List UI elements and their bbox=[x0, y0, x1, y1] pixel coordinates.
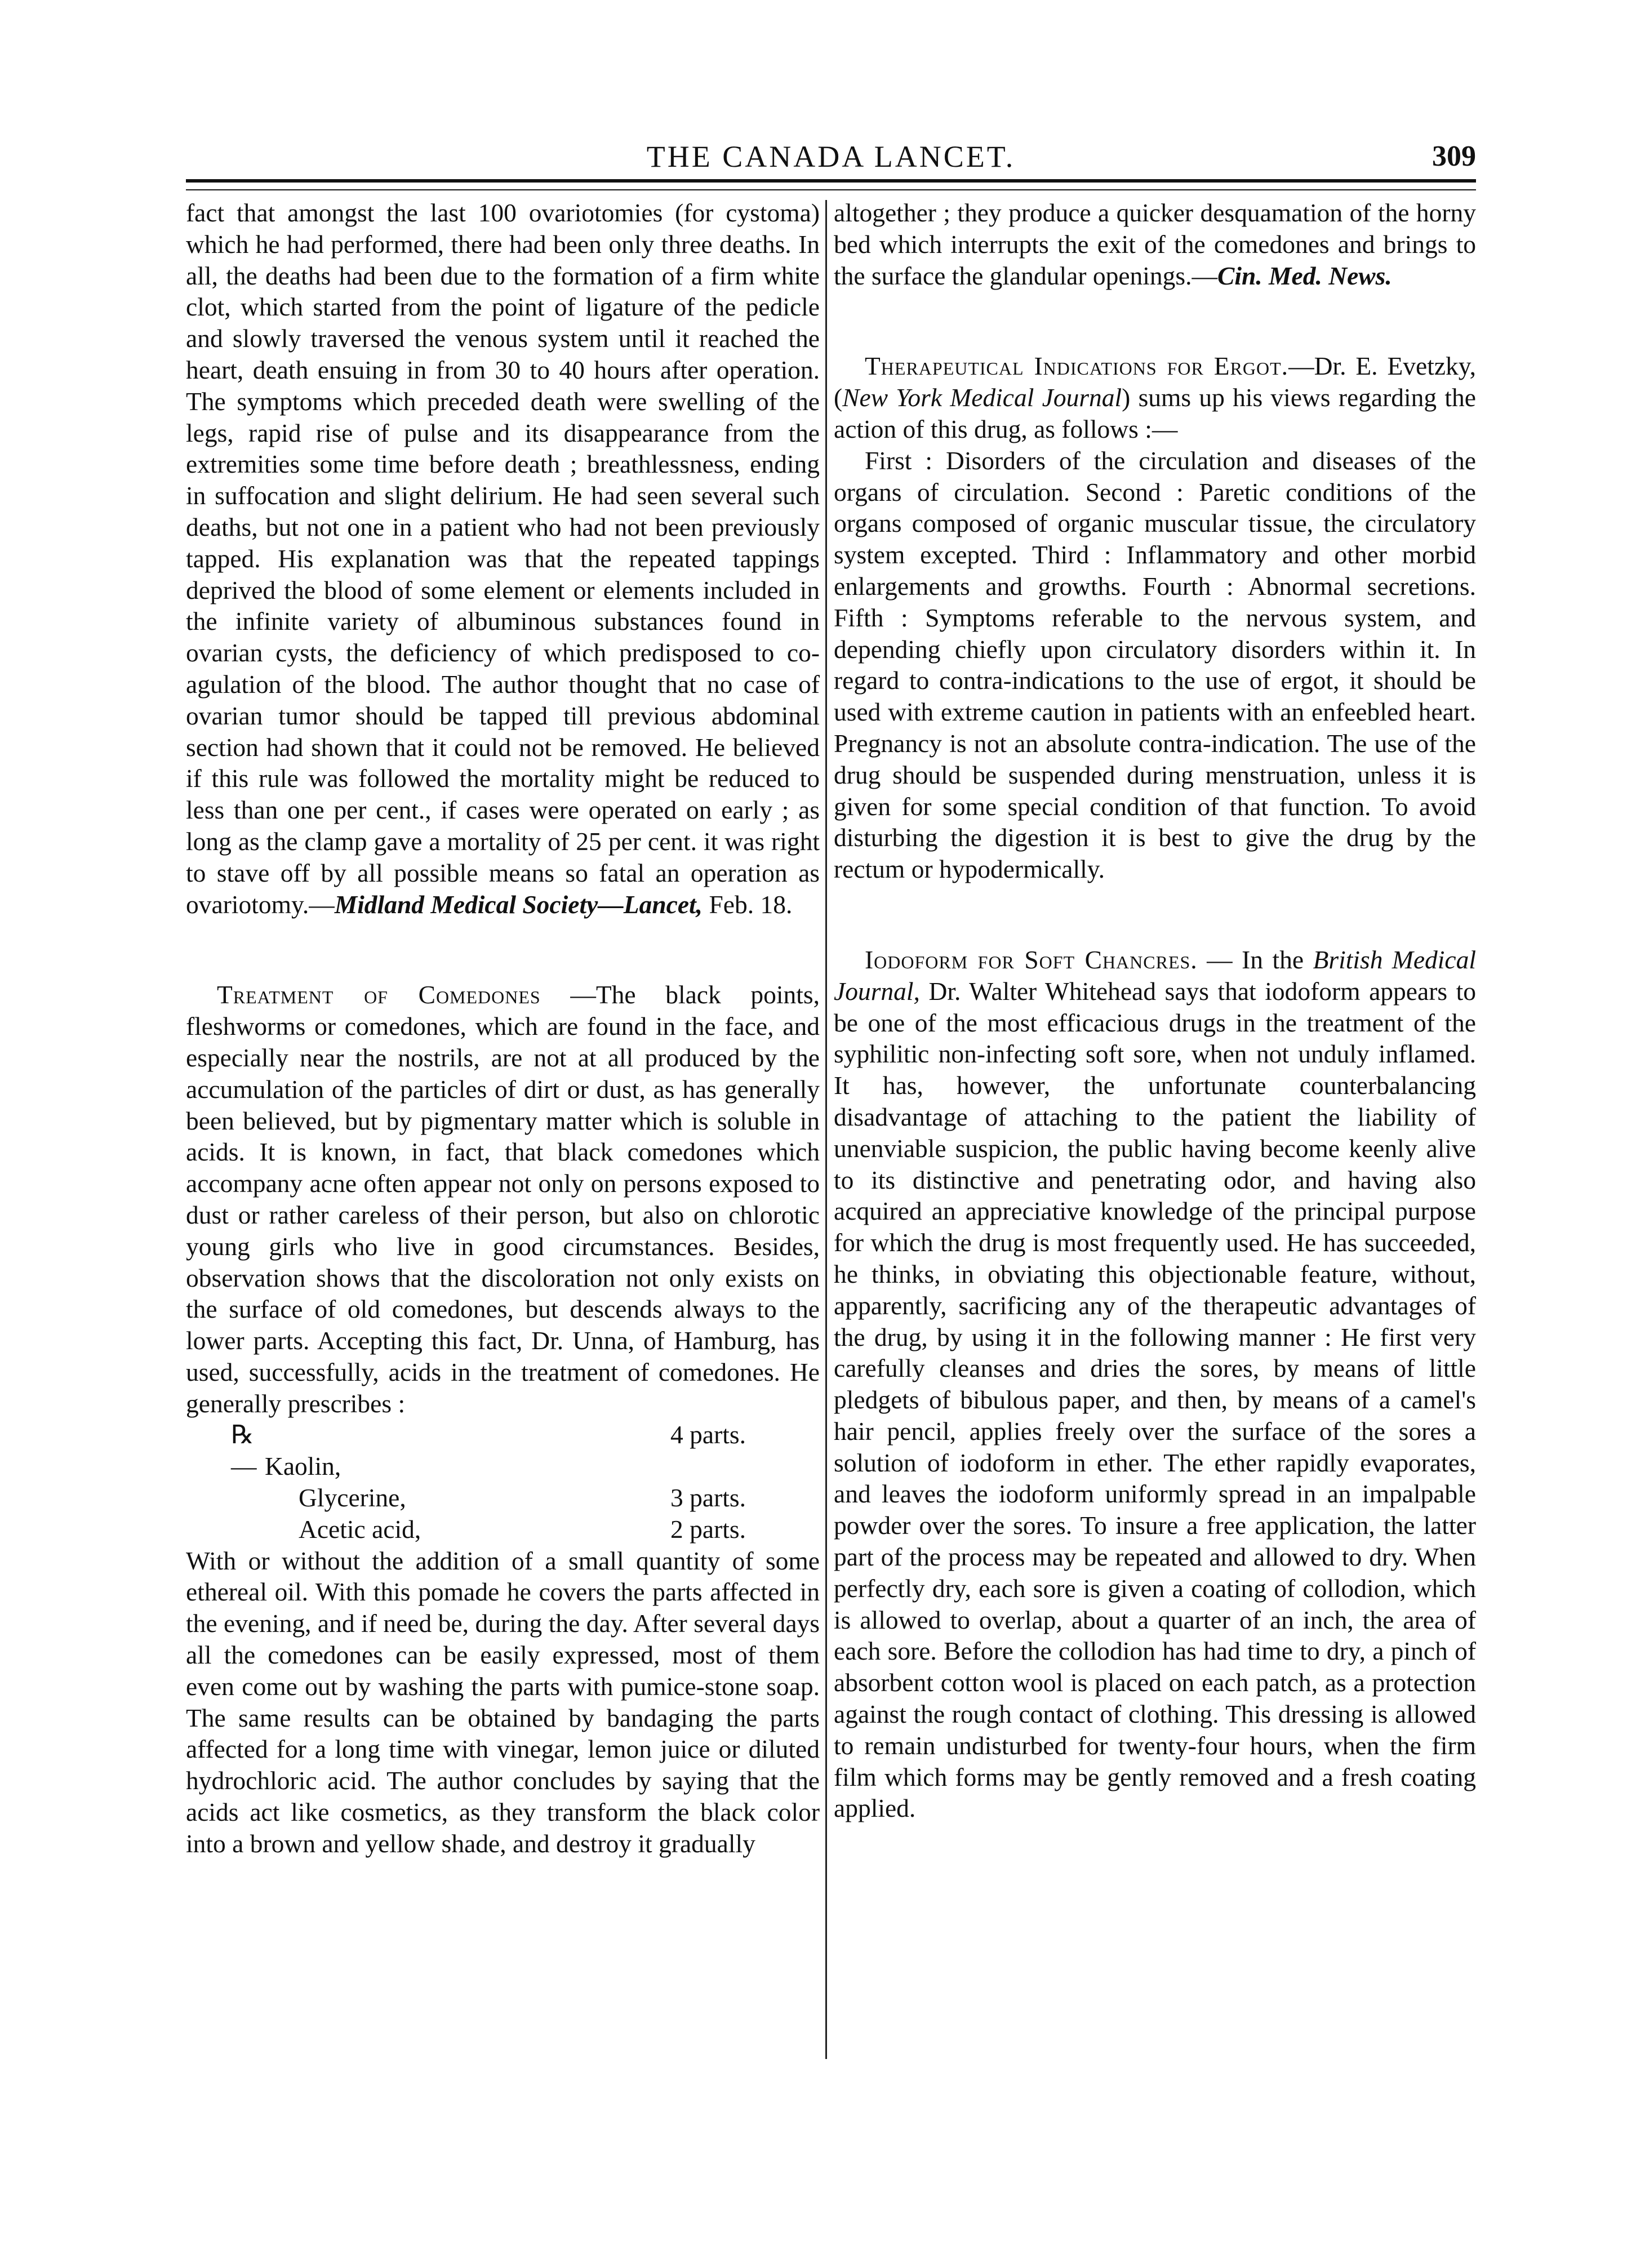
header-rule-thin bbox=[186, 189, 1476, 190]
running-title: THE CANADA LANCET. bbox=[646, 140, 1016, 174]
prescription-item bbox=[231, 1514, 820, 1545]
prescription-item bbox=[231, 1482, 820, 1514]
ergot-title: Therapeutical Indications for Ergot. bbox=[865, 352, 1289, 381]
left-column bbox=[186, 197, 820, 1860]
prescription-drug: Kaolin, bbox=[265, 1452, 341, 1481]
comedones-paragraph bbox=[186, 979, 820, 1419]
prescription-drug: Acetic acid, bbox=[299, 1514, 421, 1544]
comedones-title: Treatment of Comedones bbox=[217, 980, 541, 1010]
comedones-continued: With or without the addition of a small quantity of some ethereal oil. With this pomade he covers the parts affected in the evening, and if need be, during the day. After several days all the comedones can be easily expressed, most of them even come out by washing the parts with pumice-stone soap. The same results can be obtained by bandaging the parts affected for a long time with vinegar, lemon juice or diluted hydrochloric acid. The author concludes by saying that the acids act like cosmetics, as they transform the black color into a brown and yellow shade, and destroy it gradually bbox=[186, 1546, 820, 1858]
page-header bbox=[186, 134, 1476, 179]
recipe-symbol: ℞— bbox=[231, 1420, 257, 1481]
ergot-intro-a: —Dr. E. Evetzky, ( bbox=[834, 352, 1476, 412]
ovariotomy-date: Feb. 18. bbox=[703, 890, 793, 919]
ergot-intro-b: ) sums up his views regarding the action of this drug, as follows :— bbox=[834, 383, 1476, 443]
prescription-item bbox=[231, 1419, 820, 1482]
prescription-qty: 4 parts. bbox=[670, 1420, 746, 1449]
ovariotomy-paragraph bbox=[186, 197, 820, 920]
comedones-text: —The black points, fleshworms or comedones, which are found in the face, and especially near the nostrils, are not at all produced by the accumulation of the particles of dirt or dust, as has generally been believed, but by pigmentary matter which is soluble in acids. It is known, in fact, that black comedones which accompany acne often appear not only on persons exposed to dust or rather careless of their person, but also on chlorotic young girls who live in good circumstances. Besides, observation shows that the discoloration not only exists on the surface of old comedones, but descends always to the lower parts. Accepting this fact, Dr. Unna, of Hamburg, has used, successfully, acids in the treatment of comedones. He generally prescribes : bbox=[186, 980, 820, 1418]
ergot-indications: First : Disorders of the circulation and diseases of the organs of circulation. Second : Paretic conditions of the organs composed of organic muscular tissue, the circulatory system excepted. Third : Inflammatory and other morbid enlargements and growths. Fourth : Abnormal secretions. Fifth : Symptoms referable to the nervous system, and depending chiefly upon circulatory disorders within it. In regard to contra-indications to the use of ergot, it should be used with extreme caution in patients with an enfeebled heart. Pregnancy is not an absolute contra-indication. The use of the drug should be suspended during menstruation, unless it is given for some special condition of that function. To avoid disturbing the digestion it is best to give the drug by the rectum or hypodermically. bbox=[834, 446, 1476, 884]
iodoform-text: Dr. Walter Whitehead says that iodoform appears to be one of the most efficacious drugs in the treatment of the syphilitic non-infecting soft sore, when not unduly inflamed. It has, however, the unfortunate counterbalancing disadvantage of attaching to the patient the liability of unenviable suspicion, the public having become keenly alive to its distinctive and penetrating odor, and having also acquired an appreciative knowledge of the principal purpose for which the drug is most frequently used. He has succeeded, he thinks, in obviating this objectionable feature, without, apparently, sacrificing any of the therapeutic advantages of the drug, by using it in the following manner : He first very carefully cleanses and dries the sores, by means of little pledgets of bibulous paper, and then, by means of a camel's hair pencil, applies freely over the surface of the sores a solution of iodoform in ether. The ether rapidly evaporates, and leaves the iodoform uniformly spread in an impalpable powder over the sores. To insure a free application, the latter part of the process may be repeated and allowed to dry. When perfectly dry, each sore is given a coating of collodion, which is allowed to overlap, about a quarter of an inch, the area of each sore. Before the collodion has had time to dry, a pinch of absorbent cotton wool is placed on each patch, as a protection against the rough contact of clothing. This dressing is allowed to remain undisturbed for twenty-four hours, when the firm film which forms may be gently removed and a fresh coating applied. bbox=[834, 976, 1476, 1823]
ergot-paragraph bbox=[834, 350, 1476, 444]
ergot-journal: New York Medical Journal bbox=[842, 383, 1122, 412]
prescription-drug: Glycerine, bbox=[299, 1483, 406, 1513]
iodoform-title: Iodoform for Soft Chancres. bbox=[865, 945, 1198, 974]
prescription-qty: 2 parts. bbox=[670, 1514, 746, 1544]
comedones-conclusion bbox=[834, 197, 1476, 291]
conclusion-text: altogether ; they produce a quicker desquamation of the horny bed which interrupts the exit of the comedones and brings to the surface the glandular openings.— bbox=[834, 198, 1476, 290]
column-divider bbox=[825, 200, 827, 2059]
iodoform-intro: — In the bbox=[1197, 945, 1313, 974]
ovariotomy-text: fact that amongst the last 100 ovariotomies (for cystoma) which he had performed, there had been only three deaths. In all, the deaths had been due to the formation of a firm white clot, which started from the point of ligature of the pedicle and slowly traversed the venous system until it reached the heart, death ensuing in from 30 to 40 hours after operation. The symptoms which preceded death were swelling of the legs, rapid rise of pulse and its disappearance from the extremities some time before death ; breathlessness, ending in suffocation and slight delirium. He had seen several such deaths, but not one in a patient who had not been previously tapped. His explanation was that the repeated tappings deprived the blood of some element or elements included in the infinite variety of albuminous substances found in ovarian cysts, the deficiency of which predisposed to coagulation of the blood. The author thought that no case of ovarian tumor should be tapped till previous abdominal section had shown that it could not be removed. He believed if this rule was followed the mortality might be reduced to less than one per cent., if cases were operated on early ; as long as the clamp gave a mortality of 25 per cent. it was right to stave off by all possible means so fatal an operation as ovariotomy.— bbox=[186, 198, 820, 919]
page-number: 309 bbox=[1432, 140, 1476, 172]
iodoform-journal: British Medical Journal, bbox=[834, 945, 1476, 1006]
prescription bbox=[231, 1419, 820, 1545]
ovariotomy-source: Midland Medical Society—Lancet, bbox=[334, 890, 703, 919]
right-column bbox=[834, 197, 1476, 1824]
prescription-qty: 3 parts. bbox=[670, 1483, 746, 1513]
iodoform-paragraph bbox=[834, 944, 1476, 1824]
header-rule-thick bbox=[186, 179, 1476, 183]
conclusion-source: Cin. Med. News. bbox=[1217, 261, 1392, 290]
